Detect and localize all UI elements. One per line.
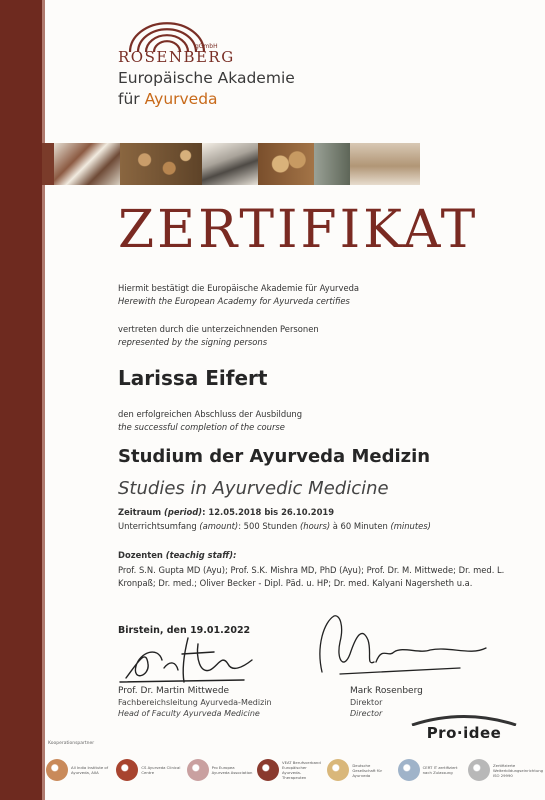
staff-heading xyxy=(118,550,236,560)
partner-logo-icon xyxy=(46,759,68,781)
partner-item xyxy=(468,759,544,781)
amount-times: à 60 Minuten xyxy=(332,521,388,531)
partner-text: VEAT Berufsverband Europäischer Ayurveda-Therapeuten xyxy=(281,760,321,780)
photo-herbs xyxy=(120,143,202,185)
partner-item xyxy=(327,759,393,781)
partner-item xyxy=(257,759,323,781)
partner-logo-icon xyxy=(187,759,209,781)
partner-logo-icon xyxy=(116,759,138,781)
amount-minutes-en: (minutes) xyxy=(390,521,431,531)
partner-item xyxy=(398,759,464,781)
signatory-left-role-de: Fachbereichsleitung Ayurveda-Medizin xyxy=(118,698,272,707)
certificate-title: ZERTIFIKAT xyxy=(118,200,479,260)
signatory-right-name: Mark Rosenberg xyxy=(350,686,423,696)
signatory-left-name: Prof. Dr. Martin Mittwede xyxy=(118,686,230,696)
period-start: 12.05.2018 xyxy=(208,507,262,517)
academy-prefix: für xyxy=(118,90,145,108)
left-border-band xyxy=(0,0,42,800)
partner-item xyxy=(46,759,112,781)
period-label-en: (period) xyxy=(164,507,203,517)
photo-spices xyxy=(258,143,314,185)
signatory-right-role-en: Director xyxy=(350,709,383,718)
completion-en: the successful completion of the course xyxy=(118,422,285,432)
course-title-en: Studies in Ayurvedic Medicine xyxy=(118,478,389,499)
signature-right-icon xyxy=(310,606,490,686)
signatory-left-role-en: Head of Faculty Ayurveda Medicine xyxy=(118,709,260,718)
signatory-right-role-de: Direktor xyxy=(350,698,383,707)
partner-logos xyxy=(46,750,544,790)
place-date: Birstein, den 19.01.2022 xyxy=(118,625,251,636)
signature-left-icon xyxy=(118,624,268,686)
partner-logo-icon xyxy=(257,759,279,781)
partner-text: CS Ayurveda Clinical Centre xyxy=(141,765,181,775)
logo-suffix: gGmbH xyxy=(195,43,218,50)
represented-de: vertreten durch die unterzeichnenden Personen xyxy=(118,324,319,334)
academy-name-line1: Europäische Akademie xyxy=(118,69,295,87)
period-colon: : xyxy=(202,507,206,517)
period-label: Zeitraum xyxy=(118,507,162,517)
period-line xyxy=(118,507,334,517)
staff-list: Prof. S.N. Gupta MD (Ayu); Prof. S.K. Mishra MD, PhD (Ayu); Prof. Dr. M. Mittwede; Dr. med. L. Kronpaß; Dr. med.; Oliver Becker - Dipl. Päd. u. HP; Dr. med. Kalyani Nagersheth u.a. xyxy=(118,565,505,588)
partner-item xyxy=(187,759,253,781)
cooperation-label: Kooperationspartner xyxy=(48,741,95,746)
pro-idee-text: Pro·idee xyxy=(426,724,502,742)
intro-en: Herewith the European Academy for Ayurveda certifies xyxy=(118,296,350,306)
period-end: 26.10.2019 xyxy=(281,507,335,517)
photo-strip-edge xyxy=(42,143,54,185)
partner-logo-icon xyxy=(468,759,490,781)
photo-leaves xyxy=(314,143,350,185)
amount-value: : 500 Stunden xyxy=(238,521,298,531)
photo-mortar xyxy=(202,143,258,185)
staff-label: Dozenten xyxy=(118,550,163,560)
staff-label-en: (teachig staff): xyxy=(165,550,237,560)
course-title-de: Studium der Ayurveda Medizin xyxy=(118,446,431,467)
border-edge xyxy=(42,0,45,800)
photo-timber-house xyxy=(54,143,120,185)
amount-label-en: (amount) xyxy=(199,521,239,531)
completion-de: den erfolgreichen Abschluss der Ausbildung xyxy=(118,409,303,419)
logo-wordmark: ROSENBERG xyxy=(118,48,235,66)
intro-de: Hiermit bestätigt die Europäische Akademie für Ayurveda xyxy=(118,283,360,293)
photo-strip xyxy=(42,143,420,185)
academy-name-line2 xyxy=(118,90,218,108)
partner-text: CERT IT zertifiziert nach Zulassung xyxy=(422,765,458,775)
amount-hours-en: (hours) xyxy=(300,521,331,531)
partner-item xyxy=(116,759,182,781)
partner-logo-icon xyxy=(398,759,420,781)
academy-accent: Ayurveda xyxy=(144,90,218,108)
partner-text: All India Institute of Ayurveda, AIIA xyxy=(71,765,109,775)
pro-idee-badge xyxy=(408,712,520,746)
amount-line xyxy=(118,521,431,531)
partner-text: Zertifizierte Weiterbildungseinrichtung ISO 29990 xyxy=(492,762,544,778)
period-connector: bis xyxy=(264,507,279,517)
recipient-name: Larissa Eifert xyxy=(118,366,268,390)
partner-text: Deutsche Gesellschaft für Ayurveda xyxy=(352,762,383,778)
amount-label: Unterrichtsumfang xyxy=(118,521,197,531)
partner-text: Pro Europea Ayurveda Association xyxy=(211,765,253,775)
represented-en: represented by the signing persons xyxy=(118,337,268,347)
photo-massage xyxy=(350,143,420,185)
partner-logo-icon xyxy=(327,759,349,781)
